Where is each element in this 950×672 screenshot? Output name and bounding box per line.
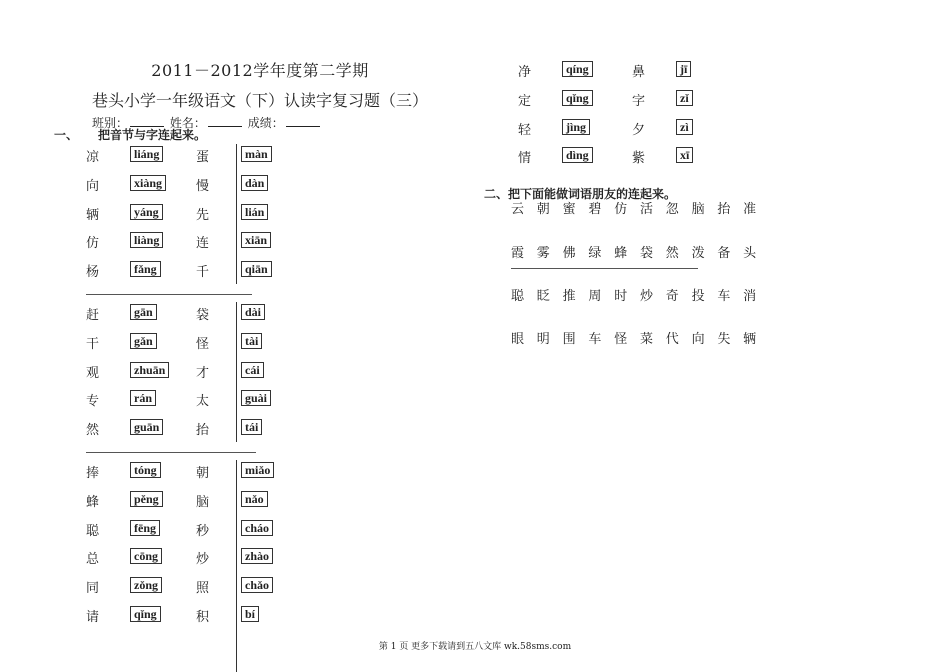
char-right: 蛋: [196, 150, 210, 165]
pinyin-box-left: jìng: [562, 119, 590, 135]
pinyin-box-right: lián: [241, 204, 268, 220]
word-row: [511, 242, 769, 261]
char-right: 怪: [196, 336, 210, 352]
group-divider-vertical: [236, 302, 237, 442]
word-char: 聪: [511, 289, 525, 304]
pinyin-box-left: pěng: [130, 491, 163, 507]
word-char: 消: [743, 289, 757, 304]
word-char: 代: [665, 332, 679, 347]
char-left: 杨: [86, 265, 100, 281]
word-char: 佛: [562, 246, 576, 261]
char-right: 才: [196, 365, 210, 381]
page-footer: 第 1 页 更多下载请到五八文库 wk.58sms.com: [378, 642, 572, 652]
pinyin-box-right: cái: [241, 362, 264, 378]
char-left: 请: [86, 610, 100, 625]
name-blank: [208, 115, 242, 127]
char-right: 照: [196, 581, 210, 597]
char-right: 连: [196, 236, 210, 252]
pinyin-box-right: tài: [241, 333, 262, 349]
char-left: 凉: [86, 150, 100, 165]
word-char: 抬: [717, 202, 731, 217]
group-divider-horizontal: [86, 294, 252, 295]
pinyin-box-left: liàng: [130, 232, 163, 248]
pinyin-box-left: tóng: [130, 462, 161, 478]
char-right: 积: [196, 610, 210, 625]
word-char: 蜂: [614, 246, 628, 261]
pinyin-box-right: bí: [241, 606, 259, 622]
pinyin-box-left: liáng: [130, 146, 163, 162]
word-char: 推: [562, 289, 576, 304]
pinyin-box-right: xī: [676, 147, 693, 163]
char-right: 秒: [196, 523, 210, 539]
pinyin-box-left: qíng: [562, 61, 593, 77]
pinyin-box-right: dàn: [241, 175, 268, 191]
pinyin-box-right: chǎo: [241, 577, 273, 593]
word-char: 泼: [691, 246, 705, 261]
word-char: 辆: [743, 332, 757, 347]
char-right: 鼻: [632, 65, 646, 80]
pinyin-box-right: cháo: [241, 520, 273, 536]
word-char: 车: [588, 332, 602, 347]
word-char: 奇: [665, 289, 679, 304]
word-char: 然: [665, 246, 679, 261]
char-right: 太: [196, 394, 210, 410]
pinyin-box-left: gān: [130, 304, 157, 320]
pinyin-box-left: yáng: [130, 204, 163, 220]
char-right: 袋: [196, 308, 210, 323]
word-char: 头: [743, 246, 757, 261]
char-right: 炒: [196, 552, 210, 568]
char-left: 向: [86, 178, 100, 194]
word-char: 霞: [511, 246, 525, 261]
char-right: 先: [196, 207, 210, 223]
word-char: 时: [614, 289, 628, 304]
word-char: 眨: [536, 289, 550, 304]
word-char: 明: [536, 332, 550, 347]
pinyin-box-left: guān: [130, 419, 163, 435]
char-left: 总: [86, 552, 100, 568]
pinyin-box-left: rán: [130, 390, 156, 406]
char-right: 朝: [196, 466, 210, 481]
word-char: 失: [717, 332, 731, 347]
word-char: 围: [562, 332, 576, 347]
score-label: 成绩：: [247, 116, 284, 130]
word-char: 朝: [536, 202, 550, 217]
word-char: 活: [639, 202, 653, 217]
char-left: 专: [86, 394, 100, 410]
group-divider-vertical: [236, 144, 237, 284]
char-left: 定: [518, 93, 532, 109]
pinyin-box-right: qiān: [241, 261, 272, 277]
char-left: 情: [518, 151, 532, 167]
char-right: 字: [632, 93, 646, 109]
pinyin-box-right: jī: [676, 61, 691, 77]
word-char: 云: [511, 202, 525, 217]
word-char: 碧: [588, 202, 602, 217]
word-char: 袋: [639, 246, 653, 261]
char-left: 蜂: [86, 494, 100, 510]
pinyin-box-right: dài: [241, 304, 265, 320]
char-left: 仿: [86, 236, 100, 252]
pinyin-box-left: zǒng: [130, 577, 162, 593]
char-left: 辆: [86, 207, 100, 223]
word-char: 菜: [639, 332, 653, 347]
name-label: 姓名：: [169, 116, 206, 130]
word-char: 脑: [691, 202, 705, 217]
word-char: 忽: [665, 202, 679, 217]
word-char: 车: [717, 289, 731, 304]
pinyin-box-left: qǐng: [130, 606, 161, 622]
answer-line: [511, 268, 698, 269]
class-label: 班别：: [92, 116, 129, 130]
title-line-2: 巷头小学一年级语文（下）认读字复习题（三）: [91, 91, 428, 110]
pinyin-box-right: miǎo: [241, 462, 274, 478]
char-right: 慢: [196, 178, 210, 194]
char-right: 脑: [196, 494, 210, 510]
word-char: 雾: [536, 246, 550, 261]
char-left: 干: [86, 336, 100, 352]
word-char: 仿: [614, 202, 628, 217]
pinyin-box-left: dìng: [562, 147, 593, 163]
section1-number: 一、: [54, 128, 79, 142]
section1-title: 把音节与字连起来。: [98, 128, 207, 142]
char-left: 观: [86, 365, 100, 381]
pinyin-box-left: zhuān: [130, 362, 169, 378]
word-char: 周: [588, 289, 602, 304]
pinyin-box-right: xiān: [241, 232, 271, 248]
pinyin-box-left: gǎn: [130, 333, 157, 349]
char-right: 千: [196, 265, 210, 281]
word-row: [511, 285, 769, 304]
char-left: 同: [86, 581, 100, 597]
char-left: 赶: [86, 308, 100, 323]
pinyin-box-right: tái: [241, 419, 262, 435]
char-left: 聪: [86, 523, 100, 539]
char-right: 夕: [632, 122, 646, 138]
word-char: 投: [691, 289, 705, 304]
word-char: 准: [743, 202, 757, 217]
pinyin-box-left: qǐng: [562, 90, 593, 106]
word-char: 炒: [639, 289, 653, 304]
word-row: [511, 328, 769, 347]
pinyin-box-left: xiàng: [130, 175, 166, 191]
word-char: 向: [691, 332, 705, 347]
char-right: 抬: [196, 423, 210, 439]
pinyin-box-right: nǎo: [241, 491, 268, 507]
pinyin-box-right: zhào: [241, 548, 273, 564]
pinyin-box-right: màn: [241, 146, 272, 162]
word-row: [511, 198, 769, 217]
pinyin-box-left: fǎng: [130, 261, 161, 277]
word-char: 眼: [511, 332, 525, 347]
title-line-1: 2011－2012学年度第二学期: [151, 61, 369, 80]
pinyin-box-right: zì: [676, 119, 693, 135]
char-left: 捧: [86, 466, 100, 481]
char-left: 然: [86, 423, 100, 439]
pinyin-box-left: cōng: [130, 548, 162, 564]
group-divider-horizontal: [86, 452, 256, 453]
char-left: 轻: [518, 122, 532, 138]
char-left: 净: [518, 65, 532, 80]
section1-heading: [54, 126, 206, 143]
word-char: 备: [717, 246, 731, 261]
word-char: 蜜: [562, 202, 576, 217]
pinyin-box-right: zǐ: [676, 90, 693, 106]
section2-title: 二、把下面能做词语朋友的连起来。: [484, 187, 677, 201]
score-blank: [286, 115, 320, 127]
word-char: 绿: [588, 246, 602, 261]
pinyin-box-right: guài: [241, 390, 271, 406]
char-right: 紫: [632, 151, 646, 167]
word-char: 怪: [614, 332, 628, 347]
pinyin-box-left: fēng: [130, 520, 160, 536]
